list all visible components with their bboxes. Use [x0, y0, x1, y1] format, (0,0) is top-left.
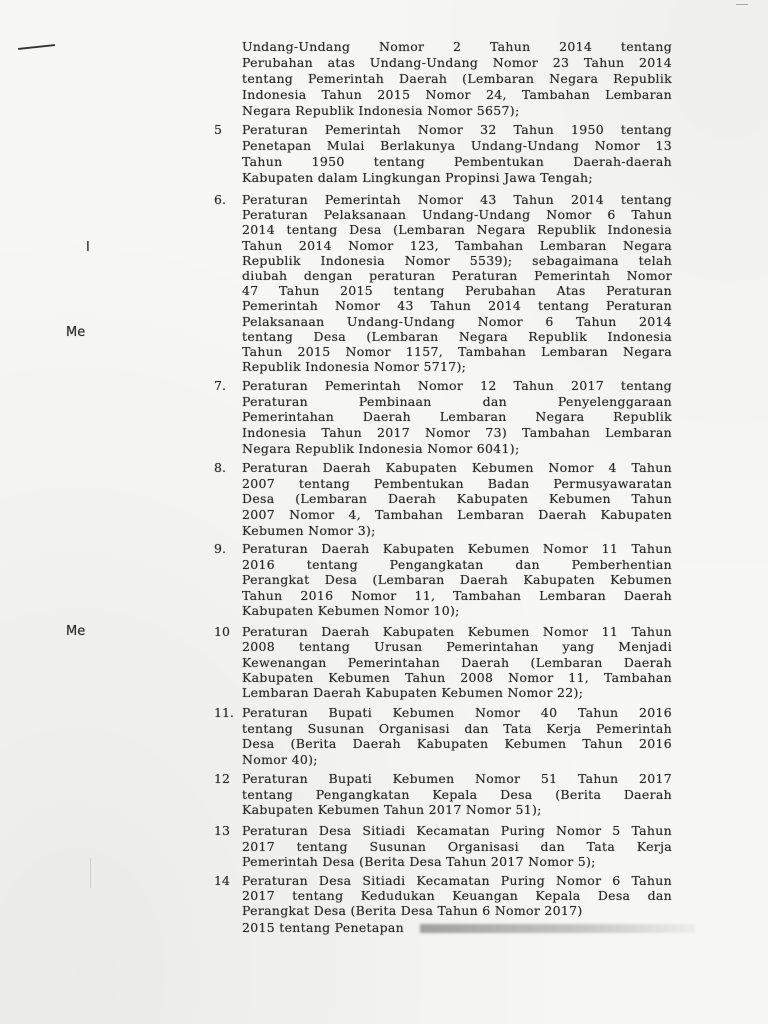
item-number: 10 [214, 624, 230, 639]
item-line: Desa (Lembaran Daerah Kabupaten Kebumen Tahun [242, 491, 672, 507]
item-line: Tahun 2015 Nomor 1157, Tambahan Lembaran Negara [242, 343, 672, 359]
item-line: Perangkat Desa (Berita Desa Tahun 6 Nomor 2017) [242, 903, 583, 919]
item-line: Peraturan Bupati Kebumen Nomor 40 Tahun 2016 [242, 705, 672, 720]
item-number: 5 [214, 122, 222, 137]
item-line: diubah dengan peraturan Peraturan Pemerintah Nomor [242, 267, 672, 283]
margin-note-label: Me [66, 325, 86, 340]
margin-faint-mark [90, 858, 91, 888]
item-number: 7. [214, 378, 226, 393]
item-line: 2017 tentang Kedudukan Keuangan Kepala Desa dan [242, 888, 672, 904]
item-line: 2016 tentang Pengangkatan dan Pemberhentian [242, 556, 672, 572]
item-line: Pemerintah Desa (Berita Desa Tahun 2017 Nomor 5); [242, 854, 596, 869]
item-line: Peraturan Daerah Kabupaten Kebumen Nomor 4 Tahun [242, 460, 672, 475]
list-item [214, 192, 672, 375]
item-line: Penetapan Mulai Berlakunya Undang-Undang Nomor 13 [242, 138, 672, 153]
list-item [214, 122, 672, 186]
item-number: 12 [214, 771, 230, 786]
item-line: Indonesia Tahun 2017 Nomor 73) Tambahan Lembaran [242, 425, 672, 441]
item-line: Peraturan Pemerintah Nomor 43 Tahun 2014 tentang [242, 192, 672, 207]
trailing-line: 2015 tentang Penetapan [242, 920, 405, 935]
item-line: 2008 tentang Urusan Pemerintahan yang Menjadi [242, 639, 672, 655]
list-item [214, 624, 672, 701]
item-line: Kabupaten dalam Lingkungan Propinsi Jawa Tengah; [242, 170, 593, 185]
item-line: Peraturan Daerah Kabupaten Kebumen Nomor 11 Tahun [242, 624, 672, 639]
item-line: Kabupaten Kebumen Tahun 2017 Nomor 51); [242, 802, 542, 817]
item-line: Peraturan Pelaksanaan Undang-Undang Nomor 6 Tahun [242, 207, 672, 223]
item-line: Kewenangan Pemerintahan Daerah (Lembaran Daerah [242, 654, 672, 670]
item-number: 11. [214, 705, 234, 720]
list-item [214, 823, 672, 870]
list-item [242, 39, 672, 119]
item-line: Peraturan Desa Sitiadi Kecamatan Puring Nomor 6 Tahun [242, 873, 672, 888]
item-line: Peraturan Desa Sitiadi Kecamatan Puring Nomor 5 Tahun [242, 823, 672, 838]
list-item [214, 873, 672, 919]
list-item [214, 541, 672, 619]
item-line: Peraturan Bupati Kebumen Nomor 51 Tahun 2017 [242, 771, 672, 786]
list-item [214, 771, 672, 818]
item-line: Undang-Undang Nomor 2 Tahun 2014 tentang [242, 39, 672, 54]
item-line: 2017 tentang Susunan Organisasi dan Tata Kerja [242, 838, 672, 854]
item-line: Tahun 2014 Nomor 123, Tambahan Lembaran Negara [242, 237, 672, 253]
item-line: Peraturan Pembinaan dan Penyelenggaraan [242, 393, 672, 409]
item-line: Tahun 2016 Nomor 11, Tambahan Lembaran Daerah [242, 587, 672, 603]
item-line: Negara Republik Indonesia Nomor 6041); [242, 440, 520, 456]
item-line: Peraturan Pemerintah Nomor 32 Tahun 1950 tentang [242, 122, 672, 137]
item-line: Lembaran Daerah Kabupaten Kebumen Nomor 22); [242, 685, 584, 701]
item-line: Tahun 1950 tentang Pembentukan Daerah-daerah [242, 154, 672, 169]
item-line: tentang Susunan Organisasi dan Tata Kerja Pemerintah [242, 720, 672, 736]
item-line: Perangkat Desa (Lembaran Daerah Kabupaten Kebumen [242, 572, 672, 587]
list-item [214, 460, 672, 538]
item-line: Kabupaten Kebumen Tahun 2008 Nomor 11, Tambahan [242, 669, 672, 685]
item-number: 13 [214, 823, 230, 838]
item-line: 47 Tahun 2015 tentang Perubahan Atas Peraturan [242, 283, 672, 299]
item-line: 2014 tentang Desa (Lembaran Negara Republik Indonesia [242, 222, 672, 238]
list-item [214, 705, 672, 768]
item-line: Kabupaten Kebumen Nomor 10); [242, 603, 460, 618]
item-line: 2007 Nomor 4, Tambahan Lembaran Daerah Kabupaten [242, 507, 672, 523]
list-item [214, 378, 672, 456]
item-line: 2007 tentang Pembentukan Badan Permusyawaratan [242, 475, 672, 491]
item-line: Peraturan Pemerintah Nomor 12 Tahun 2017 tentang [242, 378, 672, 393]
item-line: Pelaksanaan Undang-Undang Nomor 6 Tahun 2014 [242, 313, 672, 329]
item-line: Pemerintah Nomor 43 Tahun 2014 tentang Peraturan [242, 298, 672, 314]
margin-note-mark: I [86, 240, 90, 255]
item-line: Perubahan atas Undang-Undang Nomor 23 Tahun 2014 [242, 55, 672, 70]
item-line: tentang Pengangkatan Kepala Desa (Berita Daerah [242, 786, 672, 802]
item-number: 14 [214, 873, 230, 888]
item-line: Desa (Berita Daerah Kabupaten Kebumen Tahun 2016 [242, 736, 672, 752]
item-line: Indonesia Tahun 2015 Nomor 24, Tambahan Lembaran [242, 87, 672, 102]
margin-dash-mark [18, 44, 55, 50]
item-line: Republik Indonesia Nomor 5539); sebagaimana telah [242, 252, 672, 268]
corner-mark [736, 4, 748, 5]
item-line: tentang Desa (Lembaran Negara Republik Indonesia [242, 328, 672, 344]
item-number: 9. [214, 541, 226, 556]
item-line: Republik Indonesia Nomor 5717); [242, 359, 467, 375]
item-number: 6. [214, 192, 226, 207]
margin-note-label: Me [66, 624, 86, 639]
item-line: tentang Pemerintah Daerah (Lembaran Negara Republik [242, 71, 672, 86]
item-number: 8. [214, 460, 226, 475]
item-line: Negara Republik Indonesia Nomor 5657); [242, 103, 520, 118]
item-line: Pemerintahan Daerah Lembaran Negara Republik [242, 409, 672, 425]
item-line: Nomor 40); [242, 752, 318, 768]
item-line: Kebumen Nomor 3); [242, 522, 376, 538]
item-line: Peraturan Daerah Kabupaten Kebumen Nomor 11 Tahun [242, 541, 672, 556]
